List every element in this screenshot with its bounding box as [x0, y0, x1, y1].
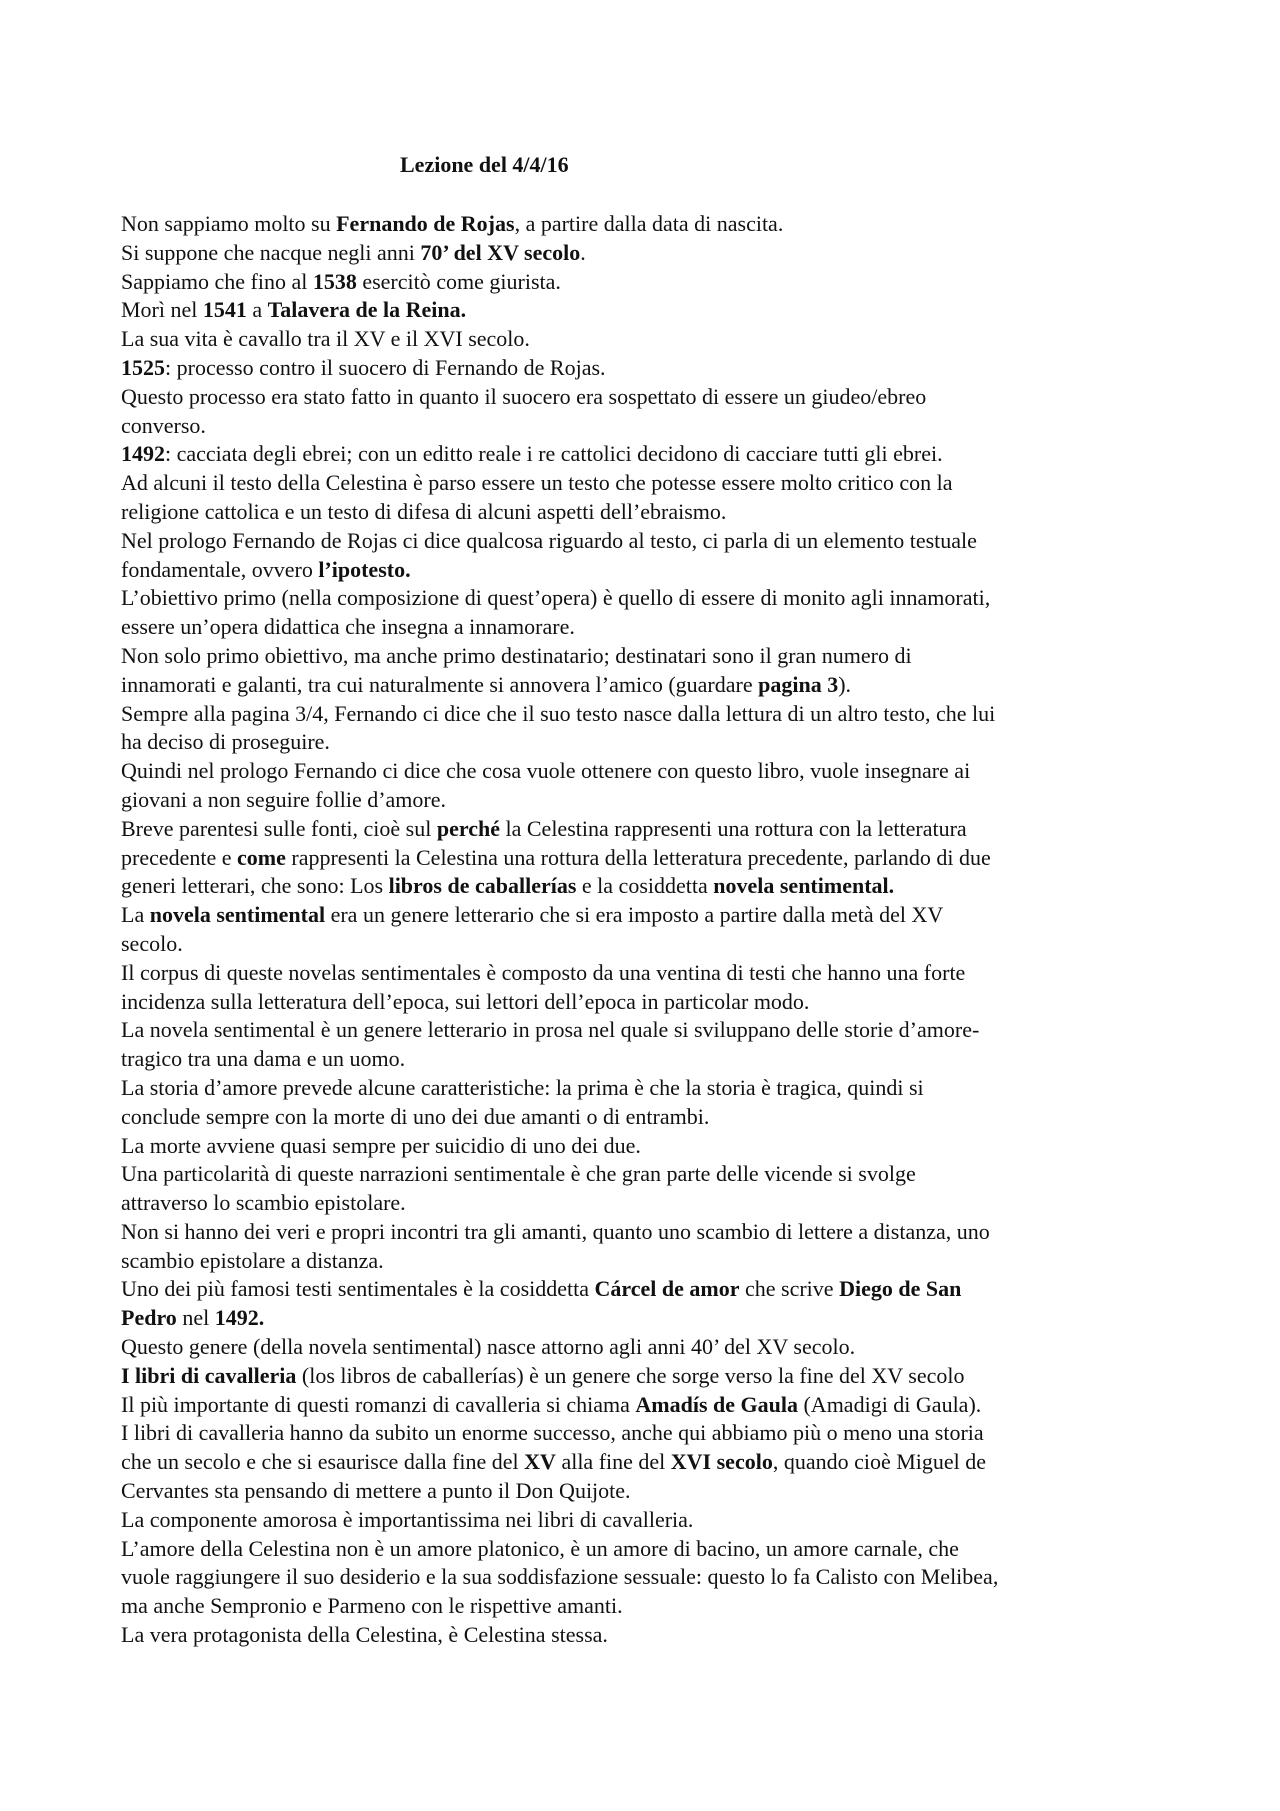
- text-run: Cervantes sta pensando di mettere a punto il Don Quijote.: [121, 1478, 631, 1504]
- bold-text: XVI secolo: [670, 1449, 773, 1475]
- text-run: Quindi nel prologo Fernando ci dice che cosa vuole ottenere con questo libro, vuole insegnare ai: [121, 758, 971, 784]
- text-line: [121, 354, 1171, 383]
- text-run: generi letterari, che sono: Los: [121, 873, 389, 899]
- bold-text: Diego de San: [839, 1276, 962, 1302]
- text-line: [121, 1247, 1171, 1276]
- text-line: [121, 959, 1171, 988]
- text-line: [121, 1074, 1171, 1103]
- text-run: : cacciata degli ebrei; con un editto reale i re cattolici decidono di cacciare tutti gli ebrei.: [165, 441, 943, 467]
- text-run: fondamentale, ovvero: [121, 556, 319, 582]
- text-run: secolo.: [121, 930, 183, 956]
- text-run: precedente e: [121, 844, 238, 870]
- text-run: Sempre alla pagina 3/4, Fernando ci dice che il suo testo nasce dalla lettura di un altro testo, che lui: [121, 700, 996, 726]
- text-run: Non sappiamo molto su: [121, 211, 337, 236]
- text-line: [121, 556, 1171, 585]
- text-run: ha deciso di proseguire.: [121, 729, 330, 755]
- text-line: [121, 210, 1171, 239]
- bold-text: I libri di cavalleria: [121, 1362, 297, 1388]
- text-line: [121, 671, 1171, 700]
- bold-text: novela sentimental.: [713, 873, 895, 899]
- text-run: Questo processo era stato fatto in quanto il suocero era sospettato di essere un giudeo/ebreo: [121, 383, 927, 409]
- text-run: attraverso lo scambio epistolare.: [121, 1190, 406, 1216]
- bold-text: pagina 3: [758, 671, 839, 697]
- text-line: [121, 757, 1171, 786]
- text-run: Ad alcuni il testo della Celestina è parso essere un testo che potesse essere molto critico con la: [121, 470, 953, 496]
- text-line: [121, 1448, 1171, 1477]
- text-line: [121, 1477, 1171, 1506]
- text-line: [121, 527, 1171, 556]
- text-line: [121, 1592, 1171, 1621]
- text-line: [121, 1563, 1171, 1592]
- text-run: L’amore della Celestina non è un amore platonico, è un amore di bacino, un amore carnale, che: [121, 1535, 959, 1561]
- text-line: [121, 728, 1171, 757]
- text-line: [121, 1132, 1171, 1161]
- text-run: (Amadigi di Gaula).: [797, 1391, 982, 1417]
- text-run: ma anche Sempronio e Parmeno con le rispettive amanti.: [121, 1593, 623, 1619]
- bold-text: XV: [524, 1449, 556, 1475]
- text-line: [121, 296, 1171, 325]
- text-line: [121, 1506, 1171, 1535]
- bold-text: Pedro: [121, 1305, 177, 1331]
- text-line: [121, 268, 1171, 297]
- text-line: [121, 1045, 1171, 1074]
- text-run: era un genere letterario che si era imposto a partire dalla metà del XV: [325, 902, 944, 928]
- text-run: .: [580, 239, 586, 265]
- text-run: , quando cioè Miguel de: [772, 1449, 987, 1475]
- bold-text: novela sentimental: [149, 902, 326, 928]
- text-line: [121, 1333, 1171, 1362]
- text-line: [121, 469, 1171, 498]
- bold-text: perché: [436, 815, 500, 841]
- text-line: [121, 872, 1171, 901]
- bold-text: Cárcel de amor: [594, 1276, 740, 1302]
- bold-text: 1541: [202, 297, 247, 323]
- text-run: giovani a non seguire follie d’amore.: [121, 786, 447, 812]
- bold-text: l’ipotesto.: [318, 556, 411, 582]
- text-line: [121, 988, 1171, 1017]
- text-run: e la cosiddetta: [576, 873, 714, 899]
- bold-text: Talavera de la Reina.: [267, 297, 467, 323]
- bold-text: Fernando de Rojas: [336, 211, 515, 236]
- text-run: la Celestina rappresenti una rottura con la letteratura: [500, 815, 967, 841]
- text-run: Uno dei più famosi testi sentimentales è la cosiddetta: [121, 1276, 595, 1302]
- text-line: [121, 325, 1171, 354]
- text-run: Non si hanno dei veri e propri incontri tra gli amanti, quanto uno scambio di lettere a distanza, uno: [121, 1218, 990, 1244]
- text-line: [121, 239, 1171, 268]
- bold-text: 1492: [121, 441, 165, 467]
- text-run: tragico tra una dama e un uomo.: [121, 1046, 406, 1072]
- text-run: La storia d’amore prevede alcune caratteristiche: la prima è che la storia è tragica, quindi si: [121, 1074, 924, 1100]
- text-run: religione cattolica e un testo di difesa di alcuni aspetti dell’ebraismo.: [121, 498, 727, 524]
- text-line: [121, 613, 1171, 642]
- text-run: Non solo primo obiettivo, ma anche primo destinatario; destinatari sono il gran numero di: [121, 642, 912, 668]
- bold-text: 70’ del XV secolo: [420, 239, 581, 265]
- bold-text: come: [237, 844, 286, 870]
- text-run: La: [121, 902, 150, 928]
- text-run: scambio epistolare a distanza.: [121, 1247, 384, 1273]
- text-line: [121, 1016, 1171, 1045]
- text-line: [121, 901, 1171, 930]
- text-run: I libri di cavalleria hanno da subito un enorme successo, anche qui abbiamo più o meno una storia: [121, 1420, 984, 1446]
- text-run: La novela sentimental è un genere letterario in prosa nel quale si sviluppano delle storie d’amore-: [121, 1017, 980, 1043]
- text-line: [121, 440, 1171, 469]
- text-run: che un secolo e che si esaurisce dalla fine del: [121, 1449, 525, 1475]
- text-line: [121, 700, 1171, 729]
- text-run: ).: [838, 671, 852, 697]
- text-run: conclude sempre con la morte di uno dei due amanti o di entrambi.: [121, 1103, 710, 1129]
- text-run: L’obiettivo primo (nella composizione di quest’opera) è quello di essere di monito agli innamorati,: [121, 585, 991, 611]
- text-run: converso.: [121, 412, 206, 438]
- text-run: Nel prologo Fernando de Rojas ci dice qualcosa riguardo al testo, ci parla di un elemento testuale: [121, 527, 977, 553]
- text-run: Sappiamo che fino al: [121, 268, 313, 294]
- text-run: Breve parentesi sulle fonti, cioè sul: [121, 815, 437, 841]
- text-line: [121, 1304, 1171, 1333]
- text-line: [121, 815, 1171, 844]
- text-run: Morì nel: [121, 297, 203, 323]
- text-line: [121, 1275, 1171, 1304]
- text-run: Il più importante di questi romanzi di cavalleria si chiama: [121, 1391, 636, 1417]
- text-run: La morte avviene quasi sempre per suicidio di uno dei due.: [121, 1132, 641, 1158]
- text-line: [121, 1391, 1171, 1420]
- text-line: [121, 786, 1171, 815]
- bold-text: 1538: [312, 268, 357, 294]
- bold-text: libros de caballerías: [388, 873, 577, 899]
- text-run: Si suppone che nacque negli anni: [121, 239, 421, 265]
- text-line: [121, 383, 1171, 412]
- text-run: Questo genere (della novela sentimental) nasce attorno agli anni 40’ del XV secolo.: [121, 1334, 856, 1360]
- text-run: La vera protagonista della Celestina, è Celestina stessa.: [121, 1622, 608, 1648]
- text-run: , a partire dalla data di nascita.: [514, 211, 784, 236]
- text-line: [121, 1419, 1171, 1448]
- text-line: [121, 1160, 1171, 1189]
- text-line: [121, 1189, 1171, 1218]
- text-run: vuole raggiungere il suo desiderio e la sua soddisfazione sessuale: questo lo fa Calisto con Melibea,: [121, 1564, 999, 1590]
- document-body: [121, 210, 1171, 1650]
- text-run: esercitò come giurista.: [356, 268, 561, 294]
- text-line: [121, 498, 1171, 527]
- text-line: [121, 1535, 1171, 1564]
- text-line: [121, 1362, 1171, 1391]
- text-run: (los libros de caballerías) è un genere che sorge verso la fine del XV secolo: [296, 1362, 965, 1388]
- bold-text: 1492.: [214, 1305, 265, 1331]
- text-line: [121, 1218, 1171, 1247]
- text-run: essere un’opera didattica che insegna a innamorare.: [121, 614, 575, 640]
- text-line: [121, 1621, 1171, 1650]
- page-title: Lezione del 4/4/16: [400, 152, 569, 177]
- text-run: alla fine del: [555, 1449, 671, 1475]
- text-run: che scrive: [739, 1276, 840, 1302]
- text-line: [121, 844, 1171, 873]
- bold-text: Amadís de Gaula: [635, 1391, 798, 1417]
- text-run: incidenza sulla letteratura dell’epoca, sui lettori dell’epoca in particolar modo.: [121, 988, 810, 1014]
- text-run: nel: [176, 1305, 215, 1331]
- text-run: La componente amorosa è importantissima nei libri di cavalleria.: [121, 1506, 694, 1532]
- text-line: [121, 642, 1171, 671]
- text-run: rappresenti la Celestina una rottura della letteratura precedente, parlando di due: [285, 844, 991, 870]
- text-line: [121, 584, 1171, 613]
- text-line: [121, 412, 1171, 441]
- text-run: Una particolarità di queste narrazioni sentimentale è che gran parte delle vicende si svolge: [121, 1161, 916, 1187]
- text-line: [121, 930, 1171, 959]
- text-run: a: [246, 297, 268, 323]
- text-run: : processo contro il suocero di Fernando de Rojas.: [165, 354, 606, 380]
- text-run: La sua vita è cavallo tra il XV e il XVI secolo.: [121, 326, 530, 352]
- text-run: Il corpus di queste novelas sentimentales è composto da una ventina di testi che hanno una forte: [121, 959, 966, 985]
- text-line: [121, 1103, 1171, 1132]
- text-run: innamorati e galanti, tra cui naturalmente si annovera l’amico (guardare: [121, 671, 759, 697]
- bold-text: 1525: [121, 354, 165, 380]
